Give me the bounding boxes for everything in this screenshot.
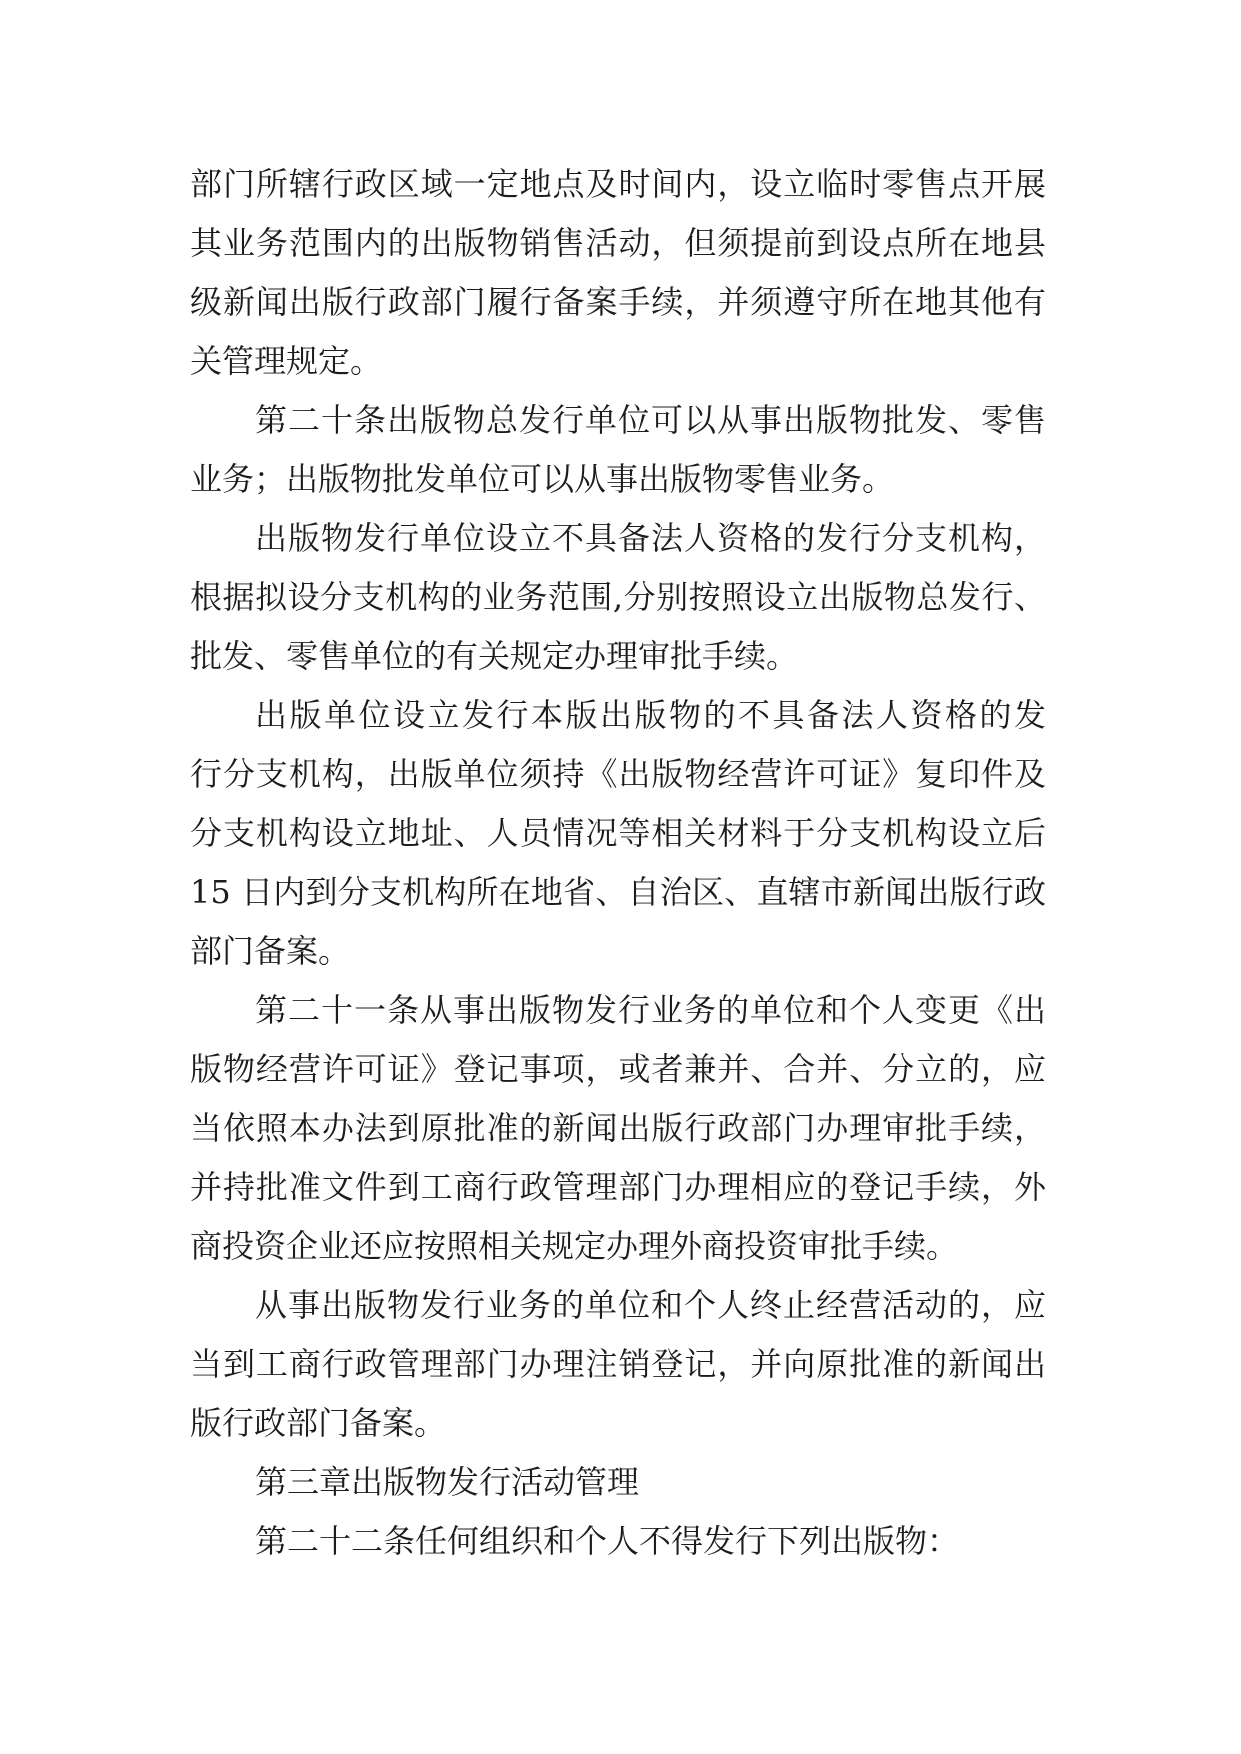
- text-line: 出版单位设立发行本版出版物的不具备法人资格的发: [255, 696, 1046, 734]
- text-line: 关管理规定。: [190, 342, 383, 380]
- text-line: 行分支机构，出版单位须持《出版物经营许可证》复印件及: [190, 755, 1046, 793]
- text-line: 根据拟设分支机构的业务范围,分别按照设立出版物总发行、: [190, 578, 1046, 616]
- text-line: 出版物发行单位设立不具备法人资格的发行分支机构，: [255, 519, 1046, 557]
- text-line: 商投资企业还应按照相关规定办理外商投资审批手续。: [190, 1227, 959, 1265]
- text-line: 部门备案。: [190, 932, 351, 970]
- text-line: 15 日内到分支机构所在地省、自治区、直辖市新闻出版行政: [190, 873, 1046, 911]
- text-line: 第二十一条从事出版物发行业务的单位和个人变更《出: [255, 991, 1046, 1029]
- chapter-heading: 第三章出版物发行活动管理: [255, 1463, 640, 1501]
- text-line: 当到工商行政管理部门办理注销登记，并向原批准的新闻出: [190, 1345, 1046, 1383]
- text-line: 版物经营许可证》登记事项，或者兼并、合并、分立的，应: [190, 1050, 1046, 1088]
- text-line: 当依照本办法到原批准的新闻出版行政部门办理审批手续，: [190, 1109, 1046, 1147]
- text-line: 第二十二条任何组织和个人不得发行下列出版物：: [255, 1522, 960, 1560]
- text-line: 业务；出版物批发单位可以从事出版物零售业务。: [190, 460, 895, 498]
- text-line: 级新闻出版行政部门履行备案手续，并须遵守所在地其他有: [190, 283, 1046, 321]
- text-line: 并持批准文件到工商行政管理部门办理相应的登记手续，外: [190, 1168, 1046, 1206]
- text-line: 其业务范围内的出版物销售活动，但须提前到设点所在地县: [190, 224, 1046, 262]
- text-line: 分支机构设立地址、人员情况等相关材料于分支机构设立后: [190, 814, 1046, 852]
- text-line: 批发、零售单位的有关规定办理审批手续。: [190, 637, 799, 675]
- text-line: 第二十条出版物总发行单位可以从事出版物批发、零售: [255, 401, 1046, 439]
- text-line: 从事出版物发行业务的单位和个人终止经营活动的，应: [255, 1286, 1046, 1324]
- text-line: 部门所辖行政区域一定地点及时间内，设立临时零售点开展: [190, 165, 1046, 203]
- text-line: 版行政部门备案。: [190, 1404, 447, 1442]
